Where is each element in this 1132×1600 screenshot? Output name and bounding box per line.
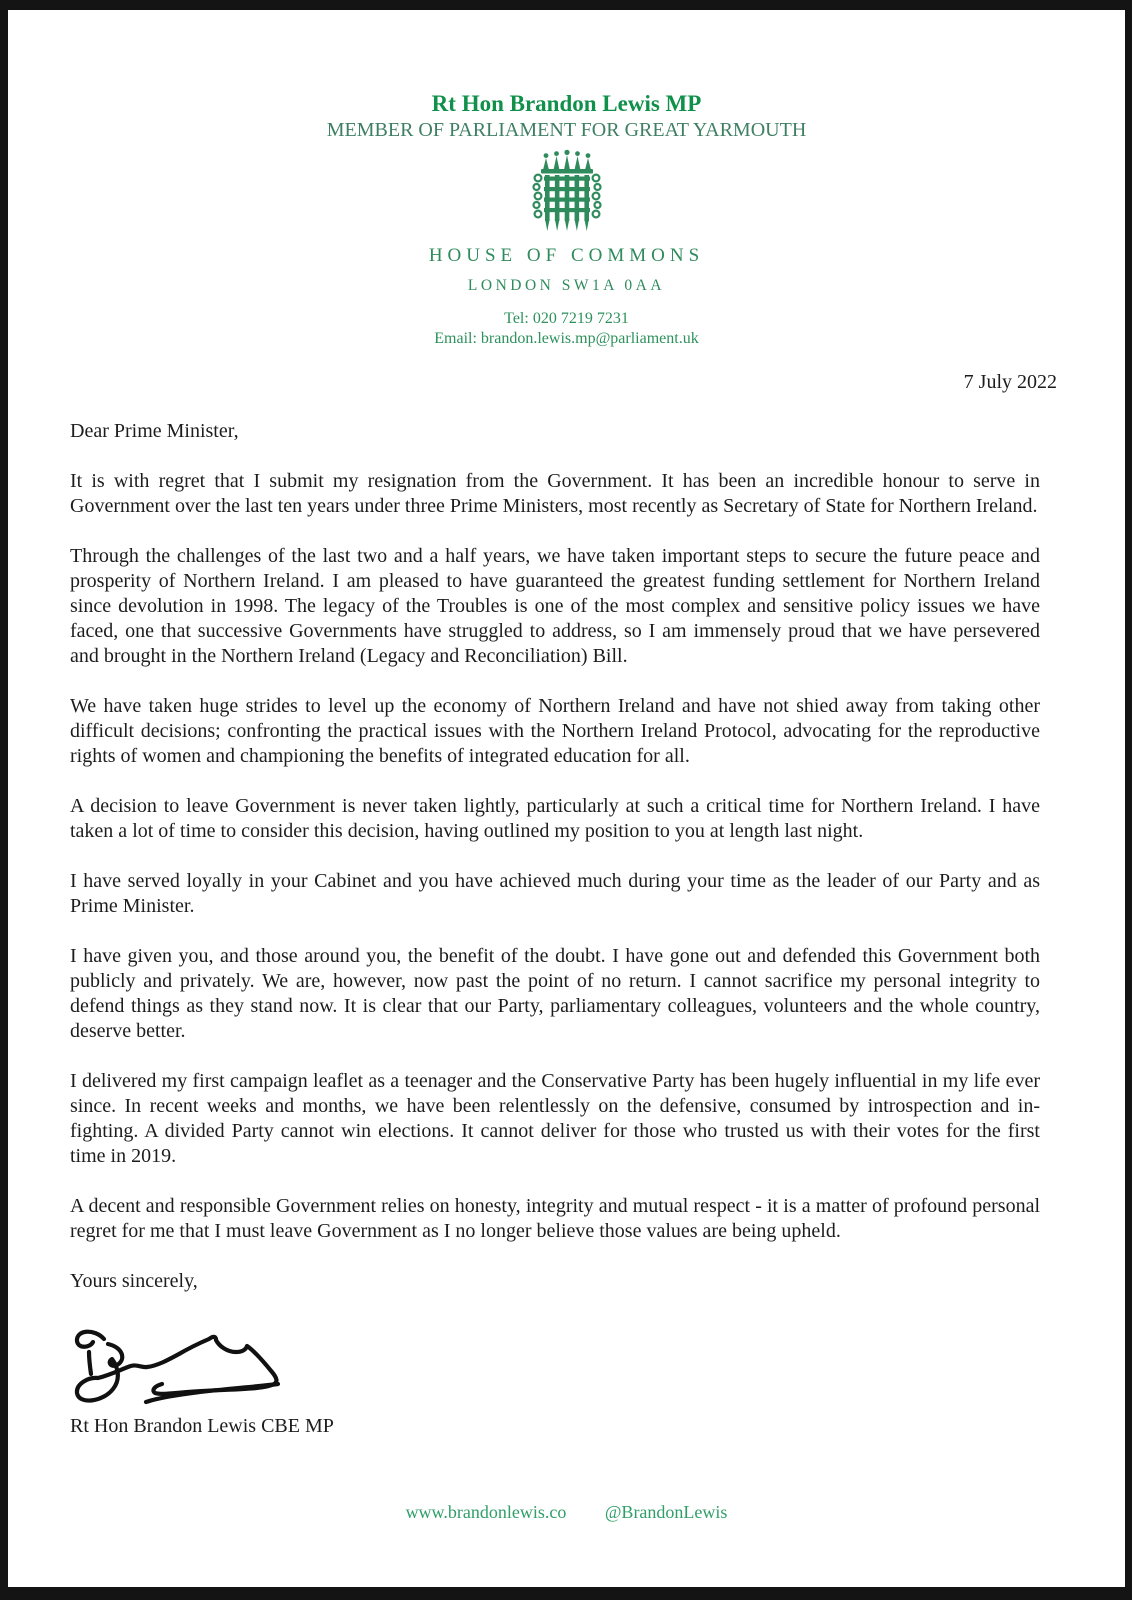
institution-name: HOUSE OF COMMONS bbox=[428, 245, 705, 266]
mp-name: Rt Hon Brandon Lewis MP bbox=[431, 91, 702, 116]
paragraph-5: I have served loyally in your Cabinet and you have achieved much during your time as the leader of our Party and as Prime Minister. bbox=[70, 870, 1040, 917]
mp-subtitle: MEMBER OF PARLIAMENT FOR GREAT YARMOUTH bbox=[326, 119, 807, 141]
email-line: Email: brandon.lewis.mp@parliament.uk bbox=[434, 330, 699, 347]
twitter-handle-text: @BrandonLewis bbox=[604, 1502, 728, 1522]
letter-body bbox=[8, 419, 1125, 1439]
website-text: www.brandonlewis.co bbox=[405, 1502, 567, 1522]
paragraph-4: A decision to leave Government is never taken lightly, particularly at such a critical time for Northern Ireland. I have taken a lot of time to consider this decision, having outlined my position to you at length last night. bbox=[70, 795, 1040, 842]
letter-date: 7 July 2022 bbox=[963, 371, 1057, 393]
paragraph-7: I delivered my first campaign leaflet as a teenager and the Conservative Party has been hugely influential in my life ever since. In recent weeks and months, we have been relentlessly on the defensive, consumed by introspection and in-fighting. A divided Party cannot win elections. It cannot deliver for those who trusted us with their votes for the first time in 2019. bbox=[70, 1070, 1040, 1167]
signer-name: Rt Hon Brandon Lewis CBE MP bbox=[70, 1415, 334, 1437]
telephone-line: Tel: 020 7219 7231 bbox=[504, 310, 629, 327]
handwritten-signature-icon bbox=[66, 1272, 396, 1422]
letterhead bbox=[8, 10, 1125, 348]
paragraph-3: We have taken huge strides to level up the economy of Northern Ireland and have not shied away from taking other difficult decisions; confronting the practical issues with the Northern Ireland Protocol, advocating for the reproductive rights of women and championing the benefits of integrated education for all. bbox=[70, 695, 1040, 767]
salutation: Dear Prime Minister, bbox=[70, 420, 239, 442]
letter-footer bbox=[8, 1502, 1125, 1523]
paragraph-1: It is with regret that I submit my resignation from the Government. It has been an incredible honour to serve in Government over the last ten years under three Prime Ministers, most recently as Secretary of State for Northern Ireland. bbox=[70, 470, 1040, 517]
paragraph-6: I have given you, and those around you, the benefit of the doubt. I have gone out and defended this Government both publicly and privately. We are, however, now past the point of no return. I cannot sacrifice my personal integrity to defend things as they stand now. It is clear that our Party, parliamentary colleagues, volunteers and the whole country, deserve better. bbox=[70, 945, 1040, 1042]
letter-page bbox=[8, 10, 1125, 1587]
paragraph-8: A decent and responsible Government relies on honesty, integrity and mutual respect - it is a matter of profound personal regret for me that I must leave Government as I no longer believe those values are being upheld. bbox=[70, 1195, 1040, 1242]
signature-area bbox=[70, 1294, 1040, 1412]
closing: Yours sincerely, bbox=[70, 1270, 198, 1292]
portcullis-crest-icon bbox=[515, 149, 619, 243]
paragraph-2: Through the challenges of the last two and a half years, we have taken important steps to secure the future peace and prosperity of Northern Ireland. I am pleased to have guaranteed the greatest funding settlement for Northern Ireland since devolution in 1998. The legacy of the Troubles is one of the most complex and sensitive policy issues we have faced, one that successive Governments have struggled to address, so I am immensely proud that we have persevered and brought in the Northern Ireland (Legacy and Reconciliation) Bill. bbox=[70, 545, 1040, 667]
institution-address: LONDON SW1A 0AA bbox=[467, 277, 666, 294]
